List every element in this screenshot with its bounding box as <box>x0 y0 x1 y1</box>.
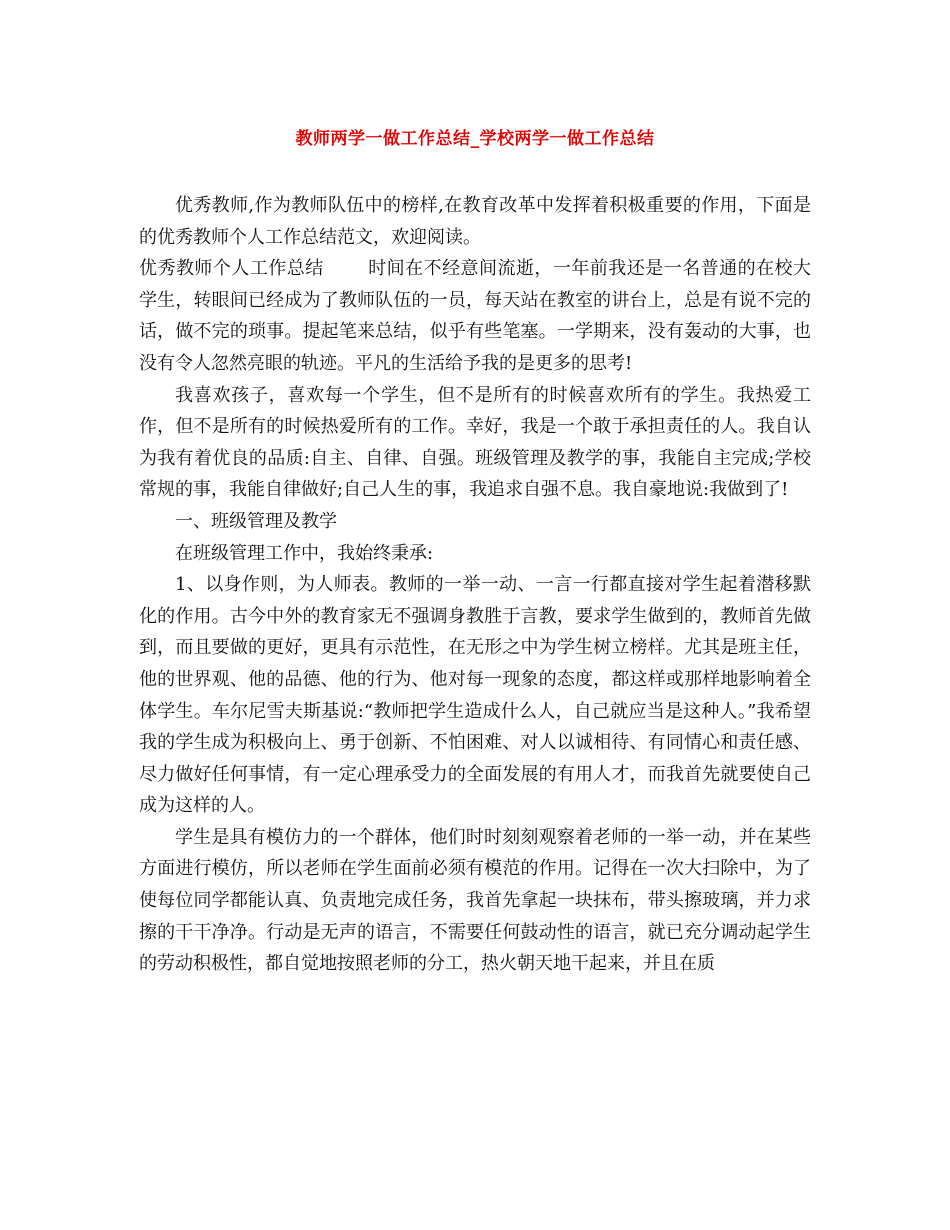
paragraph-self-reflection: 我喜欢孩子，喜欢每一个学生，但不是所有的时候喜欢所有的学生。我热爱工作，但不是所有的时候热爱所有的工作。幸好，我是一个敢于承担责任的人。我自认为我有着优良的品质:自主、自律、自强。班级管理及教学的事，我能自主完成;学校常规的事，我能自律做好;自己人生的事，我追求自强不息。我自豪地说:我做到了! <box>139 384 812 501</box>
paragraph-principle-1: 1、以身作则，为人师表。教师的一举一动、一言一行都直接对学生起着潜移默化的作用。古今中外的教育家无不强调身教胜于言教，要求学生做到的，教师首先做到，而且要做的更好，更具有示范性，在无形之中为学生树立榜样。尤其是班主任，他的世界观、他的品德、他的行为、他对每一现象的态度，都这样或那样地影响着全体学生。车尔尼雪夫斯基说:“教师把学生造成什么人，自己就应当是这种人。”我希望我的学生成为积极向上、勇于创新、不怕困难、对人以诚相待、有同情心和责任感、尽力做好任何事情，有一定心理承受力的全面发展的有用人才，而我首先就要使自己成为这样的人。 <box>139 574 811 817</box>
paragraph-lead-heading: 优秀教师个人工作总结 <box>139 258 324 280</box>
paragraph-intro: 优秀教师,作为教师队伍中的榜样,在教育改革中发挥着积极重要的作用，下面是的优秀教师个人工作总结范文，欢迎阅读。 <box>139 195 811 248</box>
section-heading: 一、班级管理及教学 <box>175 510 337 532</box>
paragraph-example: 学生是具有模仿力的一个群体，他们时时刻刻观察着老师的一举一动，并在某些方面进行模仿，所以老师在学生面前必须有模范的作用。记得在一次大扫除中，为了使每位同学都能认真、负责地完成任务，我首先拿起一块抹布，带头擦玻璃，并力求擦的干干净净。行动是无声的语言，不需要任何鼓动性的语言，就已充分调动起学生的劳动积极性，都自觉地按照老师的分工，热火朝天地干起来，并且在质 <box>139 826 811 975</box>
paragraph-principle-intro: 在班级管理工作中，我始终秉承: <box>175 542 434 564</box>
document-title: 教师两学一做工作总结_学校两学一做工作总结 <box>295 129 655 149</box>
document-body <box>139 190 811 980</box>
paragraph-summary-start <box>139 253 811 379</box>
paragraph-lead-text: 时间在不经意间流逝，一年前我还是一名普通的在校大学生，转眼间已经成为了教师队伍的一员，每天站在教室的讲台上，总是有说不完的话，做不完的琐事。提起笔来总结，似乎有些笔塞。一学期来，没有轰动的大事，也没有令人忽然亮眼的轨迹。平凡的生活给予我的是更多的思考! <box>139 258 812 374</box>
